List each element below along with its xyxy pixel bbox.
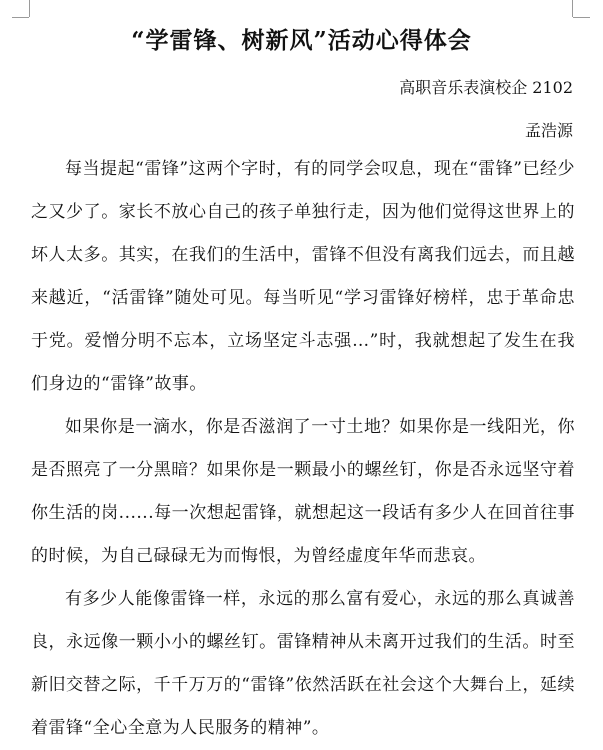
paragraph: 有多少人能像雷锋一样，永远的那么富有爱心，永远的那么真诚善良，永远像一颗小小的螺丝钉。雷锋精神从未离开过我们的生活。时至新旧交替之际，千千万万的“雷锋”依然活跃在社会这个大舞台上，延续着雷锋“全心全意为人民服务的精神”。 xyxy=(31,589,575,738)
author-name: 孟浩源 xyxy=(524,121,573,140)
paragraph: 每当提起“雷锋”这两个字时，有的同学会叹息，现在“雷锋”已经少之又少了。家长不放心自己的孩子单独行走，因为他们觉得这世界上的坏人太多。其实，在我们的生活中，雷锋不但没有离我们远去，而且越来越近，“活雷锋”随处可见。每当听见“学习雷锋好榜样，忠于革命忠于党。爱憎分明不忘本，立场坚定斗志强…”时，我就想起了发生在我们身边的“雷锋”故事。 xyxy=(31,159,575,394)
crop-mark-top-right-horizontal xyxy=(573,17,590,18)
document-title: “学雷锋、树新风”活动心得体会 xyxy=(131,27,472,54)
crop-mark-top-left-horizontal xyxy=(12,17,29,18)
class-name: 高职音乐表演校企 2102 xyxy=(399,78,573,97)
crop-mark-top-left-vertical xyxy=(29,0,30,17)
document-body xyxy=(31,148,575,750)
paragraph: 如果你是一滴水，你是否滋润了一寸土地？如果你是一线阳光，你是否照亮了一分黑暗？如果你是一颗最小的螺丝钉，你是否永远坚守着你生活的岗......每一次想起雷锋，就想起这一段话有多少人在回首往事的时候，为自己碌碌无为而悔恨，为曾经虚度年华而悲哀。 xyxy=(31,417,575,566)
crop-mark-top-right-vertical xyxy=(572,0,573,17)
